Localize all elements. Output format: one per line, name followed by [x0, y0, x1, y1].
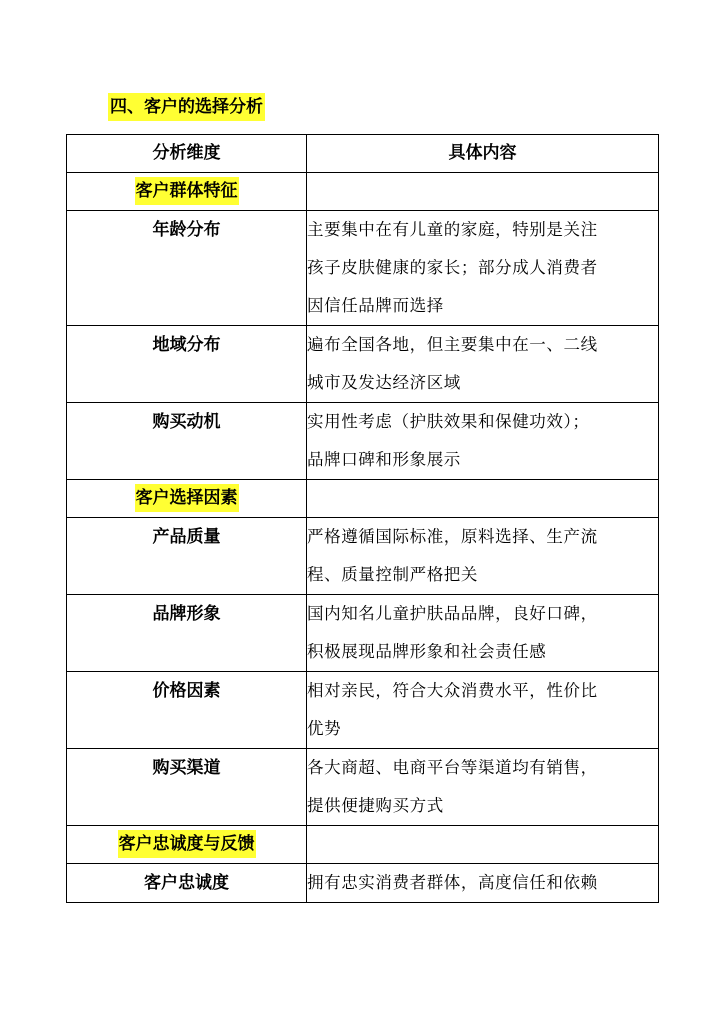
content-cell — [307, 518, 659, 595]
content-line: 主要集中在有儿童的家庭，特别是关注 — [307, 220, 598, 239]
group-row — [67, 173, 659, 211]
group-label: 客户群体特征 — [135, 177, 239, 205]
content-cell — [307, 595, 659, 672]
dimension-cell: 购买渠道 — [67, 749, 307, 826]
content-line: 国内知名儿童护肤品品牌，良好口碑， — [307, 604, 598, 623]
group-label-cell — [67, 826, 307, 864]
table-row — [67, 672, 659, 749]
header-dimension: 分析维度 — [67, 135, 307, 173]
content-line: 程、质量控制严格把关 — [307, 565, 478, 584]
dimension-cell: 地域分布 — [67, 326, 307, 403]
group-label-cell — [67, 173, 307, 211]
content-cell — [307, 326, 659, 403]
content-line: 积极展现品牌形象和社会责任感 — [307, 642, 547, 661]
table-row — [67, 595, 659, 672]
table-row — [67, 211, 659, 326]
group-empty-cell — [307, 173, 659, 211]
dimension-cell: 年龄分布 — [67, 211, 307, 326]
table-body — [67, 135, 659, 903]
content-line: 城市及发达经济区域 — [307, 373, 461, 392]
group-empty-cell — [307, 826, 659, 864]
content-line: 因信任品牌而选择 — [307, 296, 444, 315]
dimension-cell: 产品质量 — [67, 518, 307, 595]
group-empty-cell — [307, 480, 659, 518]
content-line: 孩子皮肤健康的家长；部分成人消费者 — [307, 258, 598, 277]
group-row — [67, 480, 659, 518]
table-row — [67, 403, 659, 480]
table-row — [67, 518, 659, 595]
group-label: 客户忠诚度与反馈 — [118, 830, 256, 858]
dimension-cell: 购买动机 — [67, 403, 307, 480]
content-cell — [307, 672, 659, 749]
content-line: 实用性考虑（护肤效果和保健功效）； — [307, 412, 590, 431]
dimension-cell: 品牌形象 — [67, 595, 307, 672]
content-line: 各大商超、电商平台等渠道均有销售， — [307, 758, 598, 777]
content-line: 拥有忠实消费者群体，高度信任和依赖 — [307, 873, 598, 892]
content-line: 相对亲民，符合大众消费水平，性价比 — [307, 681, 598, 700]
table-row — [67, 749, 659, 826]
group-label: 客户选择因素 — [135, 484, 239, 512]
dimension-cell: 价格因素 — [67, 672, 307, 749]
content-line: 严格遵循国际标准，原料选择、生产流 — [307, 527, 598, 546]
header-content: 具体内容 — [307, 135, 659, 173]
content-line: 优势 — [307, 719, 342, 738]
group-label-cell — [67, 480, 307, 518]
content-line: 品牌口碑和形象展示 — [307, 450, 461, 469]
analysis-table — [66, 134, 659, 903]
content-cell — [307, 864, 659, 903]
content-line: 遍布全国各地，但主要集中在一、二线 — [307, 335, 598, 354]
group-row — [67, 826, 659, 864]
dimension-cell: 客户忠诚度 — [67, 864, 307, 903]
section-title: 四、客户的选择分析 — [108, 93, 265, 121]
content-cell — [307, 749, 659, 826]
table-row — [67, 864, 659, 903]
table-header-row — [67, 135, 659, 173]
content-line: 提供便捷购买方式 — [307, 796, 444, 815]
content-cell — [307, 403, 659, 480]
content-cell — [307, 211, 659, 326]
table-row — [67, 326, 659, 403]
